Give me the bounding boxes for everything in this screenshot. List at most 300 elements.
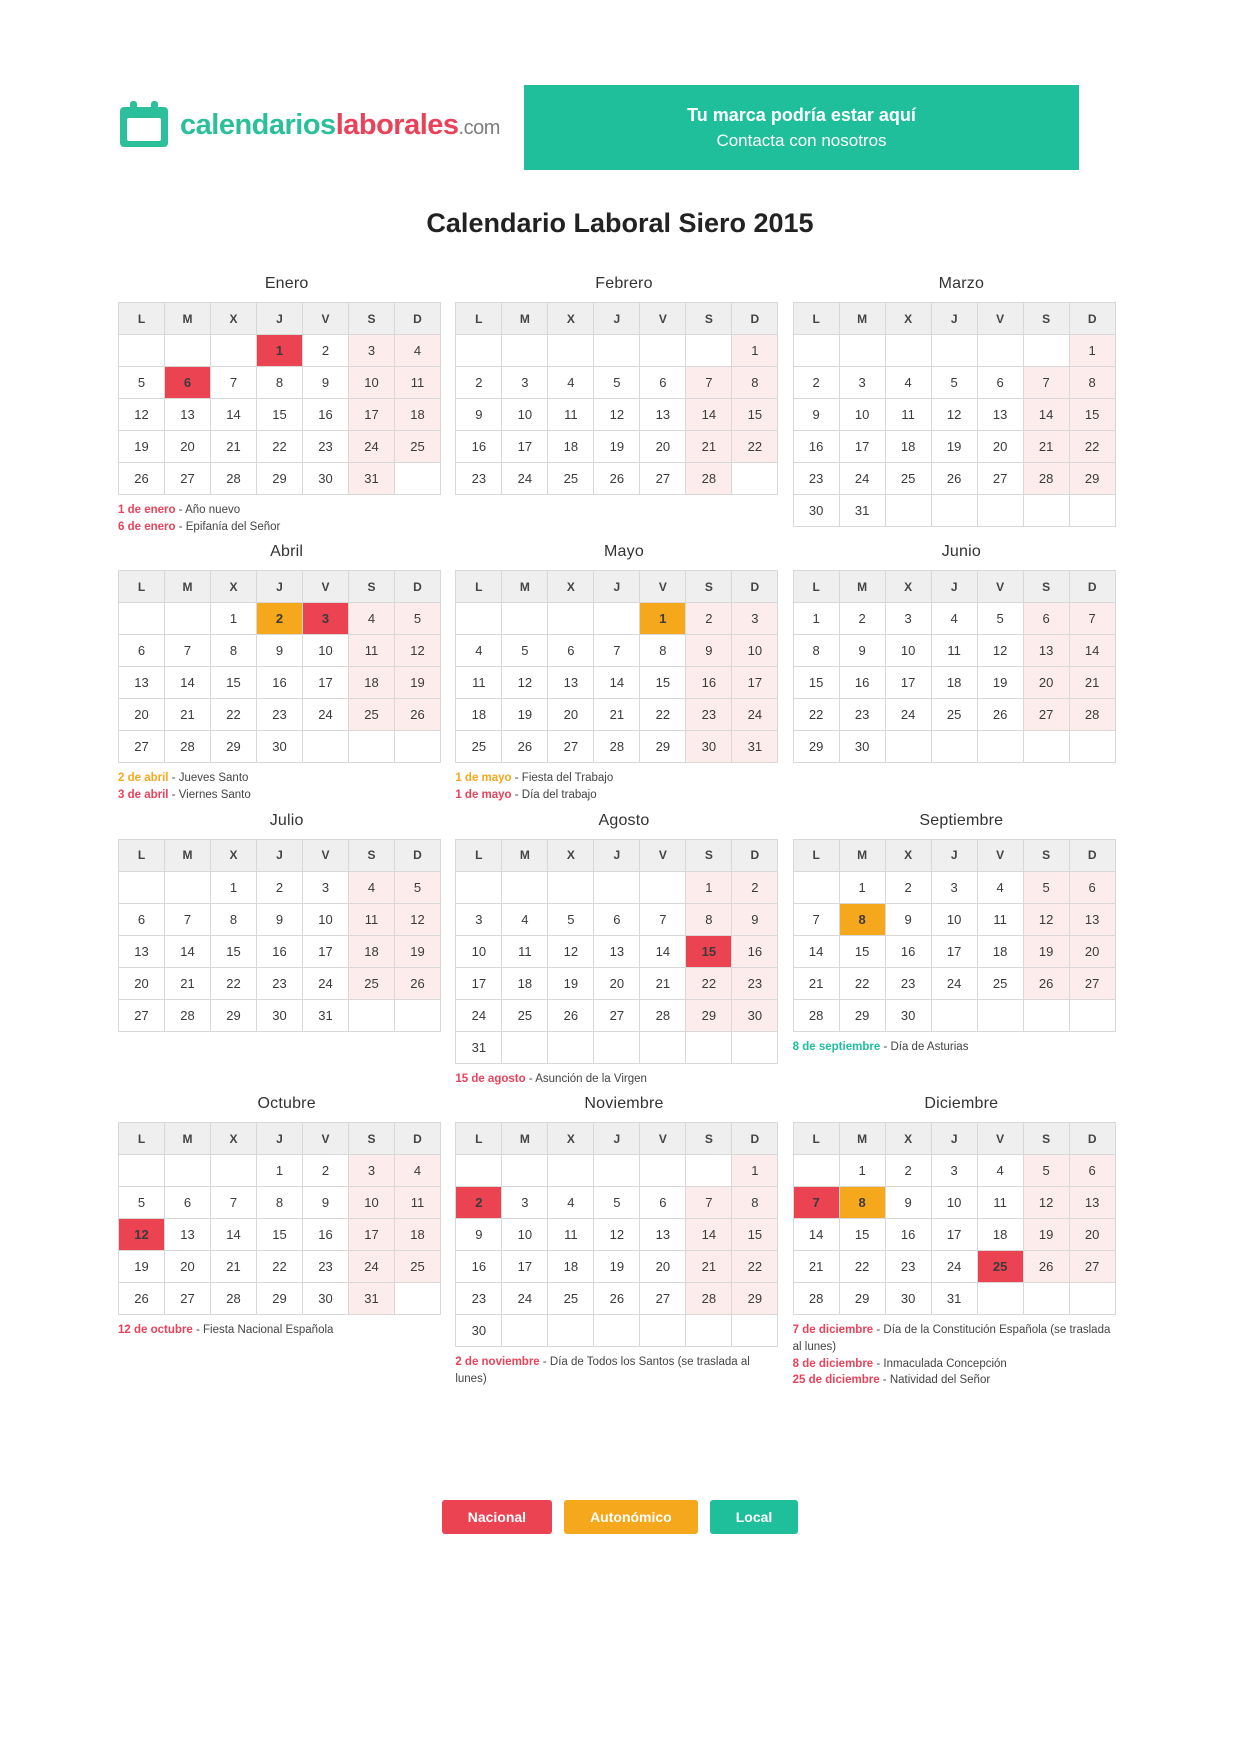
day-cell[interactable]: 3	[502, 1187, 548, 1219]
day-cell[interactable]: 24	[502, 1283, 548, 1315]
day-cell[interactable]: 13	[1023, 635, 1069, 667]
day-cell[interactable]: 11	[548, 399, 594, 431]
day-cell[interactable]: 5	[1023, 871, 1069, 903]
day-cell[interactable]: 12	[594, 1219, 640, 1251]
day-cell[interactable]: 20	[640, 431, 686, 463]
day-cell[interactable]: 9	[303, 367, 349, 399]
day-cell[interactable]: 11	[548, 1219, 594, 1251]
day-cell[interactable]: 20	[548, 699, 594, 731]
day-cell[interactable]: 16	[839, 667, 885, 699]
day-cell[interactable]: 14	[793, 935, 839, 967]
day-cell[interactable]: 7	[686, 1187, 732, 1219]
day-cell[interactable]: 18	[977, 1219, 1023, 1251]
day-cell[interactable]: 27	[640, 1283, 686, 1315]
day-cell[interactable]: 4	[548, 1187, 594, 1219]
day-cell[interactable]: 7	[1069, 603, 1115, 635]
day-cell[interactable]: 5	[502, 635, 548, 667]
day-cell[interactable]: 24	[885, 699, 931, 731]
day-cell[interactable]: 18	[548, 431, 594, 463]
day-cell[interactable]: 12	[548, 935, 594, 967]
day-cell[interactable]: 27	[119, 731, 165, 763]
day-cell[interactable]: 21	[165, 967, 211, 999]
day-cell[interactable]: 24	[839, 463, 885, 495]
day-cell[interactable]: 21	[686, 431, 732, 463]
ad-banner[interactable]	[524, 85, 1079, 170]
day-cell[interactable]: 17	[502, 1251, 548, 1283]
day-cell[interactable]: 15	[732, 1219, 778, 1251]
day-cell[interactable]: 31	[349, 463, 395, 495]
day-cell[interactable]: 8	[686, 903, 732, 935]
day-cell[interactable]: 23	[885, 1251, 931, 1283]
day-cell[interactable]: 21	[1069, 667, 1115, 699]
day-cell[interactable]: 18	[502, 967, 548, 999]
day-cell[interactable]: 7	[793, 903, 839, 935]
day-cell[interactable]: 19	[594, 1251, 640, 1283]
day-cell[interactable]: 17	[349, 1219, 395, 1251]
day-cell[interactable]: 6	[594, 903, 640, 935]
day-cell[interactable]: 18	[349, 935, 395, 967]
day-cell[interactable]: 21	[793, 1251, 839, 1283]
day-cell[interactable]: 8	[1069, 367, 1115, 399]
day-cell[interactable]: 14	[1023, 399, 1069, 431]
day-cell[interactable]: 4	[456, 635, 502, 667]
day-cell[interactable]: 23	[456, 1283, 502, 1315]
day-cell[interactable]: 14	[686, 399, 732, 431]
day-cell[interactable]: 22	[839, 967, 885, 999]
day-cell[interactable]: 17	[931, 1219, 977, 1251]
day-cell[interactable]: 6	[165, 367, 211, 399]
day-cell[interactable]: 27	[548, 731, 594, 763]
day-cell[interactable]: 16	[257, 935, 303, 967]
day-cell[interactable]: 26	[502, 731, 548, 763]
day-cell[interactable]: 29	[211, 999, 257, 1031]
day-cell[interactable]: 21	[640, 967, 686, 999]
day-cell[interactable]: 12	[502, 667, 548, 699]
day-cell[interactable]: 8	[640, 635, 686, 667]
day-cell[interactable]: 21	[686, 1251, 732, 1283]
day-cell[interactable]: 24	[732, 699, 778, 731]
day-cell[interactable]: 1	[732, 1155, 778, 1187]
day-cell[interactable]: 21	[1023, 431, 1069, 463]
day-cell[interactable]: 11	[931, 635, 977, 667]
day-cell[interactable]: 24	[349, 1251, 395, 1283]
day-cell[interactable]: 28	[640, 999, 686, 1031]
day-cell[interactable]: 7	[594, 635, 640, 667]
day-cell[interactable]: 26	[395, 967, 441, 999]
day-cell[interactable]: 26	[548, 999, 594, 1031]
day-cell[interactable]: 24	[931, 967, 977, 999]
day-cell[interactable]: 2	[303, 335, 349, 367]
day-cell[interactable]: 3	[349, 335, 395, 367]
day-cell[interactable]: 23	[257, 967, 303, 999]
day-cell[interactable]: 29	[732, 1283, 778, 1315]
day-cell[interactable]: 29	[640, 731, 686, 763]
day-cell[interactable]: 15	[839, 935, 885, 967]
day-cell[interactable]: 25	[456, 731, 502, 763]
day-cell[interactable]: 22	[211, 699, 257, 731]
day-cell[interactable]: 22	[257, 1251, 303, 1283]
day-cell[interactable]: 14	[594, 667, 640, 699]
day-cell[interactable]: 12	[1023, 903, 1069, 935]
day-cell[interactable]: 30	[303, 463, 349, 495]
day-cell[interactable]: 3	[839, 367, 885, 399]
day-cell[interactable]: 14	[686, 1219, 732, 1251]
day-cell[interactable]: 28	[594, 731, 640, 763]
day-cell[interactable]: 14	[165, 935, 211, 967]
day-cell[interactable]: 17	[456, 967, 502, 999]
day-cell[interactable]: 1	[686, 871, 732, 903]
day-cell[interactable]: 30	[456, 1315, 502, 1347]
day-cell[interactable]: 11	[349, 635, 395, 667]
day-cell[interactable]: 11	[395, 367, 441, 399]
day-cell[interactable]: 9	[885, 1187, 931, 1219]
day-cell[interactable]: 9	[257, 635, 303, 667]
day-cell[interactable]: 15	[793, 667, 839, 699]
day-cell[interactable]: 4	[349, 603, 395, 635]
day-cell[interactable]: 10	[732, 635, 778, 667]
day-cell[interactable]: 20	[1069, 935, 1115, 967]
day-cell[interactable]: 19	[977, 667, 1023, 699]
day-cell[interactable]: 23	[303, 1251, 349, 1283]
day-cell[interactable]: 19	[594, 431, 640, 463]
day-cell[interactable]: 9	[303, 1187, 349, 1219]
day-cell[interactable]: 15	[1069, 399, 1115, 431]
day-cell[interactable]: 20	[119, 967, 165, 999]
day-cell[interactable]: 23	[456, 463, 502, 495]
day-cell[interactable]: 30	[793, 495, 839, 527]
day-cell[interactable]: 22	[257, 431, 303, 463]
day-cell[interactable]: 31	[349, 1283, 395, 1315]
day-cell[interactable]: 3	[931, 871, 977, 903]
day-cell[interactable]: 4	[885, 367, 931, 399]
day-cell[interactable]: 5	[594, 1187, 640, 1219]
day-cell[interactable]: 16	[303, 399, 349, 431]
day-cell[interactable]: 16	[686, 667, 732, 699]
day-cell[interactable]: 8	[839, 1187, 885, 1219]
day-cell[interactable]: 20	[165, 431, 211, 463]
day-cell[interactable]: 28	[793, 999, 839, 1031]
day-cell[interactable]: 1	[640, 603, 686, 635]
day-cell[interactable]: 25	[349, 967, 395, 999]
day-cell[interactable]: 14	[211, 1219, 257, 1251]
day-cell[interactable]: 19	[119, 431, 165, 463]
day-cell[interactable]: 23	[686, 699, 732, 731]
day-cell[interactable]: 28	[211, 463, 257, 495]
day-cell[interactable]: 1	[211, 603, 257, 635]
day-cell[interactable]: 10	[931, 903, 977, 935]
day-cell[interactable]: 30	[257, 731, 303, 763]
day-cell[interactable]: 10	[839, 399, 885, 431]
day-cell[interactable]: 3	[349, 1155, 395, 1187]
day-cell[interactable]: 1	[839, 871, 885, 903]
day-cell[interactable]: 9	[456, 1219, 502, 1251]
day-cell[interactable]: 15	[732, 399, 778, 431]
day-cell[interactable]: 27	[165, 463, 211, 495]
day-cell[interactable]: 21	[165, 699, 211, 731]
day-cell[interactable]: 12	[594, 399, 640, 431]
day-cell[interactable]: 4	[977, 871, 1023, 903]
day-cell[interactable]: 3	[456, 903, 502, 935]
day-cell[interactable]: 1	[211, 871, 257, 903]
day-cell[interactable]: 30	[885, 1283, 931, 1315]
day-cell[interactable]: 16	[885, 935, 931, 967]
day-cell[interactable]: 21	[594, 699, 640, 731]
day-cell[interactable]: 9	[885, 903, 931, 935]
day-cell[interactable]: 3	[732, 603, 778, 635]
day-cell[interactable]: 15	[640, 667, 686, 699]
day-cell[interactable]: 15	[257, 399, 303, 431]
day-cell[interactable]: 6	[1069, 1155, 1115, 1187]
day-cell[interactable]: 25	[548, 463, 594, 495]
day-cell[interactable]: 6	[119, 635, 165, 667]
day-cell[interactable]: 17	[931, 935, 977, 967]
day-cell[interactable]: 1	[1069, 335, 1115, 367]
day-cell[interactable]: 30	[257, 999, 303, 1031]
day-cell[interactable]: 9	[257, 903, 303, 935]
day-cell[interactable]: 31	[931, 1283, 977, 1315]
day-cell[interactable]: 26	[395, 699, 441, 731]
day-cell[interactable]: 18	[456, 699, 502, 731]
day-cell[interactable]: 18	[548, 1251, 594, 1283]
day-cell[interactable]: 22	[732, 431, 778, 463]
day-cell[interactable]: 20	[1023, 667, 1069, 699]
day-cell[interactable]: 13	[640, 399, 686, 431]
day-cell[interactable]: 26	[931, 463, 977, 495]
day-cell[interactable]: 17	[303, 935, 349, 967]
day-cell[interactable]: 18	[977, 935, 1023, 967]
day-cell[interactable]: 10	[931, 1187, 977, 1219]
day-cell[interactable]: 31	[732, 731, 778, 763]
day-cell[interactable]: 13	[119, 935, 165, 967]
day-cell[interactable]: 29	[211, 731, 257, 763]
day-cell[interactable]: 7	[1023, 367, 1069, 399]
day-cell[interactable]: 4	[977, 1155, 1023, 1187]
day-cell[interactable]: 17	[885, 667, 931, 699]
day-cell[interactable]: 22	[1069, 431, 1115, 463]
day-cell[interactable]: 21	[793, 967, 839, 999]
day-cell[interactable]: 15	[211, 935, 257, 967]
day-cell[interactable]: 6	[548, 635, 594, 667]
day-cell[interactable]: 3	[303, 871, 349, 903]
day-cell[interactable]: 1	[732, 335, 778, 367]
day-cell[interactable]: 18	[885, 431, 931, 463]
day-cell[interactable]: 25	[349, 699, 395, 731]
day-cell[interactable]: 2	[885, 871, 931, 903]
day-cell[interactable]: 12	[395, 903, 441, 935]
day-cell[interactable]: 4	[395, 335, 441, 367]
day-cell[interactable]: 1	[839, 1155, 885, 1187]
day-cell[interactable]: 25	[395, 1251, 441, 1283]
day-cell[interactable]: 30	[732, 999, 778, 1031]
day-cell[interactable]: 10	[349, 367, 395, 399]
day-cell[interactable]: 2	[257, 871, 303, 903]
day-cell[interactable]: 16	[257, 667, 303, 699]
day-cell[interactable]: 25	[977, 967, 1023, 999]
day-cell[interactable]: 17	[502, 431, 548, 463]
day-cell[interactable]: 26	[594, 1283, 640, 1315]
day-cell[interactable]: 6	[165, 1187, 211, 1219]
day-cell[interactable]: 12	[395, 635, 441, 667]
day-cell[interactable]: 13	[977, 399, 1023, 431]
day-cell[interactable]: 9	[793, 399, 839, 431]
day-cell[interactable]: 21	[211, 431, 257, 463]
day-cell[interactable]: 2	[686, 603, 732, 635]
day-cell[interactable]: 29	[257, 1283, 303, 1315]
day-cell[interactable]: 22	[686, 967, 732, 999]
day-cell[interactable]: 24	[303, 699, 349, 731]
day-cell[interactable]: 3	[885, 603, 931, 635]
day-cell[interactable]: 9	[456, 399, 502, 431]
day-cell[interactable]: 11	[395, 1187, 441, 1219]
day-cell[interactable]: 22	[732, 1251, 778, 1283]
day-cell[interactable]: 29	[257, 463, 303, 495]
day-cell[interactable]: 2	[456, 1187, 502, 1219]
day-cell[interactable]: 18	[349, 667, 395, 699]
day-cell[interactable]: 28	[686, 463, 732, 495]
day-cell[interactable]: 19	[395, 935, 441, 967]
day-cell[interactable]: 6	[1023, 603, 1069, 635]
day-cell[interactable]: 28	[793, 1283, 839, 1315]
day-cell[interactable]: 10	[502, 399, 548, 431]
day-cell[interactable]: 30	[885, 999, 931, 1031]
day-cell[interactable]: 22	[211, 967, 257, 999]
day-cell[interactable]: 15	[686, 935, 732, 967]
day-cell[interactable]: 22	[640, 699, 686, 731]
day-cell[interactable]: 30	[303, 1283, 349, 1315]
day-cell[interactable]: 19	[502, 699, 548, 731]
day-cell[interactable]: 5	[395, 871, 441, 903]
day-cell[interactable]: 20	[1069, 1219, 1115, 1251]
day-cell[interactable]: 31	[456, 1031, 502, 1063]
day-cell[interactable]: 29	[839, 999, 885, 1031]
day-cell[interactable]: 16	[732, 935, 778, 967]
day-cell[interactable]: 17	[349, 399, 395, 431]
legend-chip[interactable]: Autonómico	[564, 1500, 698, 1534]
day-cell[interactable]: 31	[303, 999, 349, 1031]
day-cell[interactable]: 26	[119, 1283, 165, 1315]
day-cell[interactable]: 14	[165, 667, 211, 699]
day-cell[interactable]: 16	[456, 431, 502, 463]
day-cell[interactable]: 5	[1023, 1155, 1069, 1187]
day-cell[interactable]: 14	[793, 1219, 839, 1251]
day-cell[interactable]: 23	[793, 463, 839, 495]
day-cell[interactable]: 19	[1023, 935, 1069, 967]
day-cell[interactable]: 19	[1023, 1219, 1069, 1251]
day-cell[interactable]: 26	[119, 463, 165, 495]
day-cell[interactable]: 25	[931, 699, 977, 731]
day-cell[interactable]: 26	[594, 463, 640, 495]
day-cell[interactable]: 25	[502, 999, 548, 1031]
day-cell[interactable]: 16	[793, 431, 839, 463]
day-cell[interactable]: 18	[395, 1219, 441, 1251]
day-cell[interactable]: 16	[885, 1219, 931, 1251]
day-cell[interactable]: 19	[119, 1251, 165, 1283]
day-cell[interactable]: 24	[303, 967, 349, 999]
day-cell[interactable]: 8	[732, 367, 778, 399]
day-cell[interactable]: 29	[793, 731, 839, 763]
day-cell[interactable]: 3	[303, 603, 349, 635]
day-cell[interactable]: 4	[548, 367, 594, 399]
day-cell[interactable]: 5	[395, 603, 441, 635]
day-cell[interactable]: 14	[211, 399, 257, 431]
day-cell[interactable]: 2	[456, 367, 502, 399]
day-cell[interactable]: 26	[977, 699, 1023, 731]
day-cell[interactable]: 5	[977, 603, 1023, 635]
day-cell[interactable]: 5	[119, 1187, 165, 1219]
day-cell[interactable]: 2	[793, 367, 839, 399]
day-cell[interactable]: 9	[686, 635, 732, 667]
day-cell[interactable]: 15	[257, 1219, 303, 1251]
day-cell[interactable]: 19	[548, 967, 594, 999]
day-cell[interactable]: 7	[211, 1187, 257, 1219]
day-cell[interactable]: 12	[119, 399, 165, 431]
day-cell[interactable]: 7	[165, 635, 211, 667]
day-cell[interactable]: 20	[640, 1251, 686, 1283]
day-cell[interactable]: 13	[548, 667, 594, 699]
day-cell[interactable]: 16	[456, 1251, 502, 1283]
day-cell[interactable]: 10	[885, 635, 931, 667]
day-cell[interactable]: 3	[931, 1155, 977, 1187]
day-cell[interactable]: 19	[931, 431, 977, 463]
day-cell[interactable]: 11	[885, 399, 931, 431]
day-cell[interactable]: 25	[548, 1283, 594, 1315]
day-cell[interactable]: 5	[548, 903, 594, 935]
day-cell[interactable]: 23	[839, 699, 885, 731]
day-cell[interactable]: 8	[839, 903, 885, 935]
day-cell[interactable]: 8	[257, 367, 303, 399]
day-cell[interactable]: 13	[1069, 903, 1115, 935]
site-logo[interactable]	[118, 85, 518, 165]
day-cell[interactable]: 10	[502, 1219, 548, 1251]
day-cell[interactable]: 10	[303, 635, 349, 667]
day-cell[interactable]: 15	[211, 667, 257, 699]
day-cell[interactable]: 2	[303, 1155, 349, 1187]
day-cell[interactable]: 10	[349, 1187, 395, 1219]
day-cell[interactable]: 23	[885, 967, 931, 999]
day-cell[interactable]: 18	[395, 399, 441, 431]
day-cell[interactable]: 26	[1023, 967, 1069, 999]
day-cell[interactable]: 25	[395, 431, 441, 463]
day-cell[interactable]: 11	[456, 667, 502, 699]
day-cell[interactable]: 6	[1069, 871, 1115, 903]
day-cell[interactable]: 20	[594, 967, 640, 999]
day-cell[interactable]: 22	[839, 1251, 885, 1283]
day-cell[interactable]: 20	[165, 1251, 211, 1283]
day-cell[interactable]: 4	[931, 603, 977, 635]
day-cell[interactable]: 4	[502, 903, 548, 935]
day-cell[interactable]: 27	[594, 999, 640, 1031]
day-cell[interactable]: 18	[931, 667, 977, 699]
day-cell[interactable]: 2	[257, 603, 303, 635]
day-cell[interactable]: 29	[839, 1283, 885, 1315]
day-cell[interactable]: 2	[885, 1155, 931, 1187]
day-cell[interactable]: 7	[686, 367, 732, 399]
day-cell[interactable]: 7	[640, 903, 686, 935]
day-cell[interactable]: 27	[640, 463, 686, 495]
day-cell[interactable]: 11	[502, 935, 548, 967]
day-cell[interactable]: 8	[793, 635, 839, 667]
day-cell[interactable]: 13	[119, 667, 165, 699]
day-cell[interactable]: 10	[456, 935, 502, 967]
day-cell[interactable]: 13	[1069, 1187, 1115, 1219]
day-cell[interactable]: 6	[640, 367, 686, 399]
day-cell[interactable]: 31	[839, 495, 885, 527]
day-cell[interactable]: 13	[165, 1219, 211, 1251]
day-cell[interactable]: 24	[931, 1251, 977, 1283]
day-cell[interactable]: 28	[165, 999, 211, 1031]
day-cell[interactable]: 20	[977, 431, 1023, 463]
day-cell[interactable]: 7	[211, 367, 257, 399]
